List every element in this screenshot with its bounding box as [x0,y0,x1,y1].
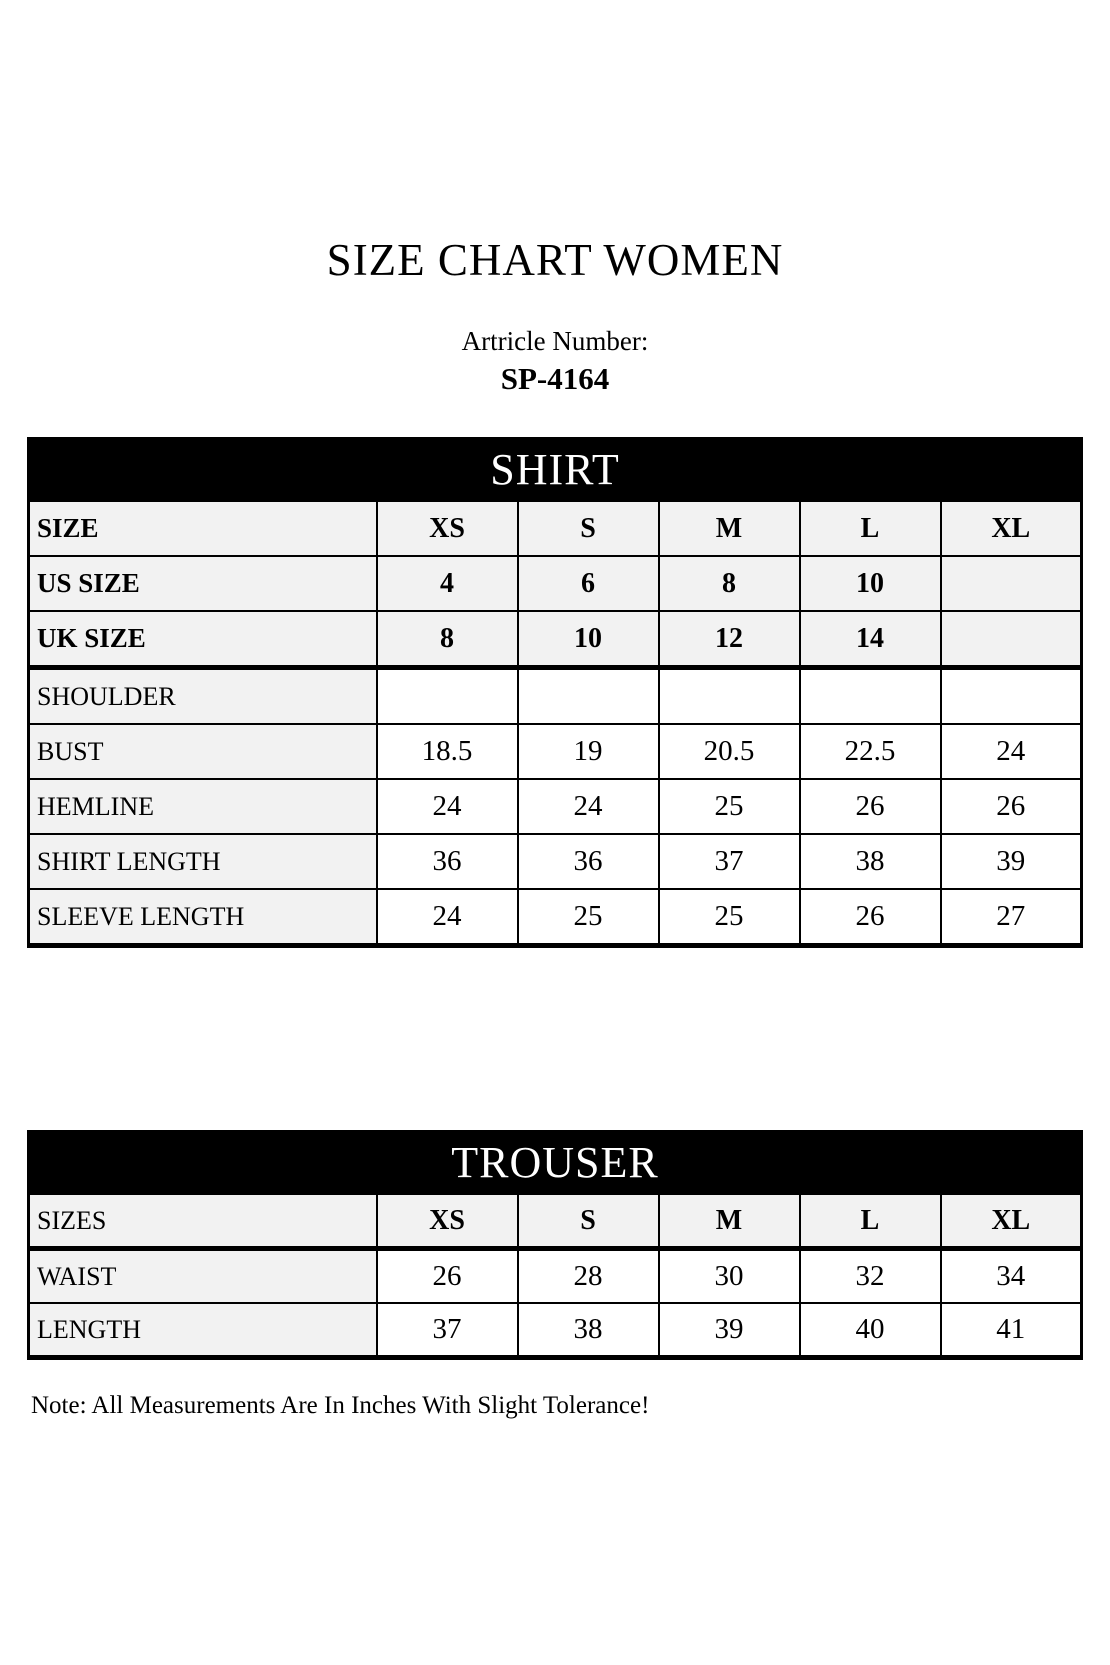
size-cell: 6 [518,556,659,611]
article-number-value: SP-4164 [500,361,610,396]
trouser-table-title: TROUSER [29,1132,1082,1194]
measurement-cell: 28 [518,1249,659,1304]
measurement-cell: 24 [518,779,659,834]
measurement-cell: 37 [377,1303,518,1358]
table-row-sleeve-length [29,889,1082,946]
shirt-size-table [27,437,1083,948]
measurement-cell: 18.5 [377,724,518,779]
measurement-cell: 24 [377,889,518,946]
table-row-length [29,1303,1082,1358]
measurement-cell: 38 [518,1303,659,1358]
row-label: LENGTH [29,1303,377,1358]
table-banner-row [29,1132,1082,1194]
row-label: SIZES [29,1194,377,1249]
measurement-cell: 41 [941,1303,1082,1358]
measurement-cell: 30 [659,1249,800,1304]
row-label: HEMLINE [29,779,377,834]
table-row-waist [29,1249,1082,1304]
measurement-cell [518,668,659,725]
size-cell: 10 [518,611,659,668]
size-cell: XS [377,1194,518,1249]
table-row-us-size [29,556,1082,611]
size-cell: XL [941,501,1082,557]
trouser-size-table [27,1130,1083,1360]
measurement-cell: 39 [659,1303,800,1358]
table-row-shoulder [29,668,1082,725]
measurement-cell [659,668,800,725]
size-cell: M [659,501,800,557]
row-label: SIZE [29,501,377,557]
size-cell: 12 [659,611,800,668]
row-label: SHIRT LENGTH [29,834,377,889]
row-label: SHOULDER [29,668,377,725]
measurement-cell [941,668,1082,725]
measurement-cell: 24 [377,779,518,834]
measurement-cell: 25 [659,779,800,834]
size-cell: 10 [800,556,941,611]
size-cell: 4 [377,556,518,611]
page-title: SIZE CHART WOMEN [326,235,784,285]
row-label: UK SIZE [29,611,377,668]
table-row-uk-size [29,611,1082,668]
measurement-cell: 20.5 [659,724,800,779]
size-cell: XS [377,501,518,557]
size-cell: S [518,501,659,557]
size-cell [941,611,1082,668]
measurement-cell: 37 [659,834,800,889]
row-label: SLEEVE LENGTH [29,889,377,946]
measurement-cell: 24 [941,724,1082,779]
row-label: WAIST [29,1249,377,1304]
measurement-cell: 38 [800,834,941,889]
measurement-cell: 22.5 [800,724,941,779]
article-number-label: Artricle Number: [461,326,649,356]
size-cell: S [518,1194,659,1249]
measurement-cell: 25 [518,889,659,946]
row-label: BUST [29,724,377,779]
table-row-bust [29,724,1082,779]
measurement-cell: 36 [377,834,518,889]
size-cell: L [800,501,941,557]
measurement-cell: 36 [518,834,659,889]
size-cell: 8 [377,611,518,668]
measurement-cell: 26 [941,779,1082,834]
size-cell: M [659,1194,800,1249]
table-row-size [29,501,1082,557]
shirt-table-title: SHIRT [29,439,1082,501]
size-cell: 14 [800,611,941,668]
measurement-cell: 40 [800,1303,941,1358]
measurement-note: Note: All Measurements Are In Inches With Slight Tolerance! [31,1392,650,1419]
size-cell: 8 [659,556,800,611]
size-cell: XL [941,1194,1082,1249]
measurement-cell: 34 [941,1249,1082,1304]
table-row-sizes [29,1194,1082,1249]
measurement-cell: 26 [377,1249,518,1304]
size-cell: L [800,1194,941,1249]
table-row-shirt-length [29,834,1082,889]
measurement-cell [377,668,518,725]
measurement-cell: 26 [800,779,941,834]
table-row-hemline [29,779,1082,834]
measurement-cell: 26 [800,889,941,946]
table-banner-row [29,439,1082,501]
measurement-cell: 32 [800,1249,941,1304]
measurement-cell: 39 [941,834,1082,889]
measurement-cell: 27 [941,889,1082,946]
measurement-cell: 25 [659,889,800,946]
row-label: US SIZE [29,556,377,611]
size-cell [941,556,1082,611]
measurement-cell: 19 [518,724,659,779]
measurement-cell [800,668,941,725]
